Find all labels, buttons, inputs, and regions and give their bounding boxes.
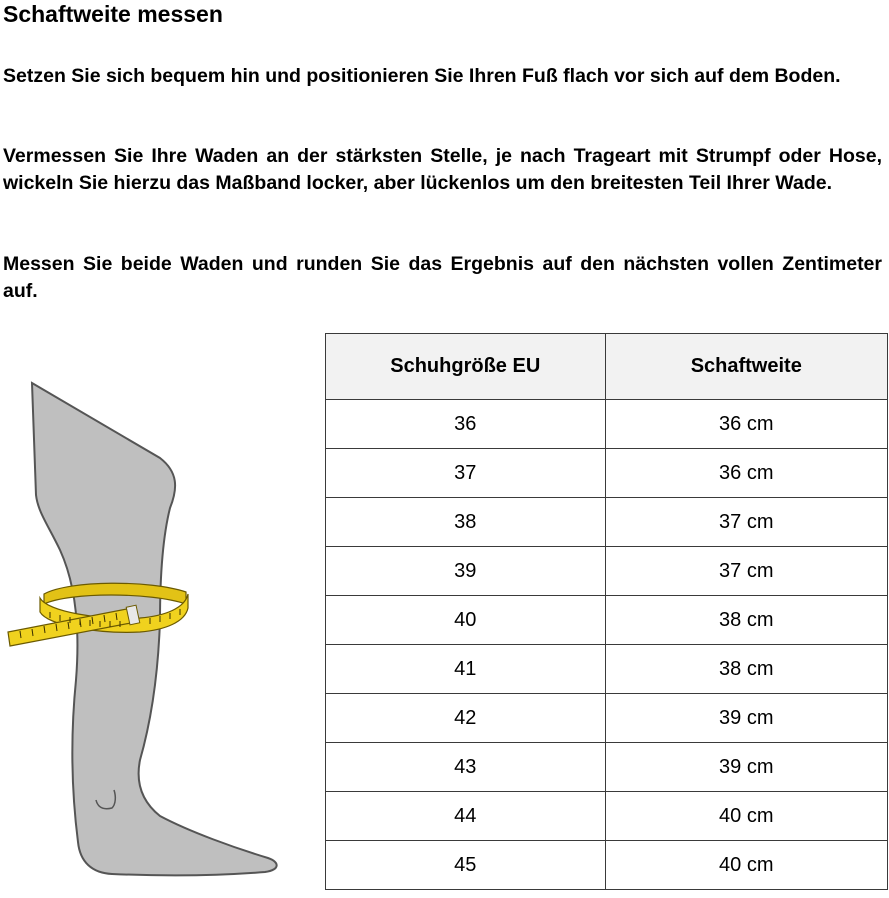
cell-shaft-width: 39 cm (605, 743, 887, 792)
cell-shoe-size: 43 (326, 743, 606, 792)
table-row (326, 743, 888, 792)
table-header-row (326, 334, 888, 400)
cell-shaft-width: 39 cm (605, 694, 887, 743)
cell-shaft-width: 40 cm (605, 792, 887, 841)
cell-shaft-width: 37 cm (605, 547, 887, 596)
column-header-shaft-width: Schaftweite (605, 334, 887, 400)
cell-shaft-width: 36 cm (605, 449, 887, 498)
cell-shaft-width: 36 cm (605, 400, 887, 449)
cell-shaft-width: 40 cm (605, 841, 887, 890)
instruction-paragraph-2: Vermessen Sie Ihre Waden an der stärksten Stelle, je nach Trageart mit Strumpf oder Hose, wickeln Sie hierzu das Maßband locker, aber lückenlos um den breitesten Teil Ihrer Wade. (3, 145, 882, 194)
table-row (326, 596, 888, 645)
table-row (326, 841, 888, 890)
cell-shoe-size: 45 (326, 841, 606, 890)
cell-shoe-size: 40 (326, 596, 606, 645)
leg-with-measuring-tape-icon (0, 380, 290, 880)
table-row (326, 792, 888, 841)
cell-shoe-size: 37 (326, 449, 606, 498)
cell-shoe-size: 39 (326, 547, 606, 596)
cell-shoe-size: 42 (326, 694, 606, 743)
table-row (326, 449, 888, 498)
cell-shoe-size: 36 (326, 400, 606, 449)
table-row (326, 694, 888, 743)
table-row (326, 547, 888, 596)
column-header-shoe-size: Schuhgröße EU (326, 334, 606, 400)
instruction-paragraph-3: Messen Sie beide Waden und runden Sie das Ergebnis auf den nächsten vollen Zentimeter auf. (3, 253, 882, 302)
table-row (326, 400, 888, 449)
table-row (326, 498, 888, 547)
cell-shoe-size: 41 (326, 645, 606, 694)
cell-shaft-width: 37 cm (605, 498, 887, 547)
table-row (326, 645, 888, 694)
cell-shaft-width: 38 cm (605, 596, 887, 645)
cell-shoe-size: 38 (326, 498, 606, 547)
cell-shaft-width: 38 cm (605, 645, 887, 694)
instruction-paragraph-1: Setzen Sie sich bequem hin und positionieren Sie Ihren Fuß flach vor sich auf dem Boden. (3, 65, 841, 87)
cell-shoe-size: 44 (326, 792, 606, 841)
page-title: Schaftweite messen (3, 1, 223, 27)
size-table (325, 333, 888, 890)
